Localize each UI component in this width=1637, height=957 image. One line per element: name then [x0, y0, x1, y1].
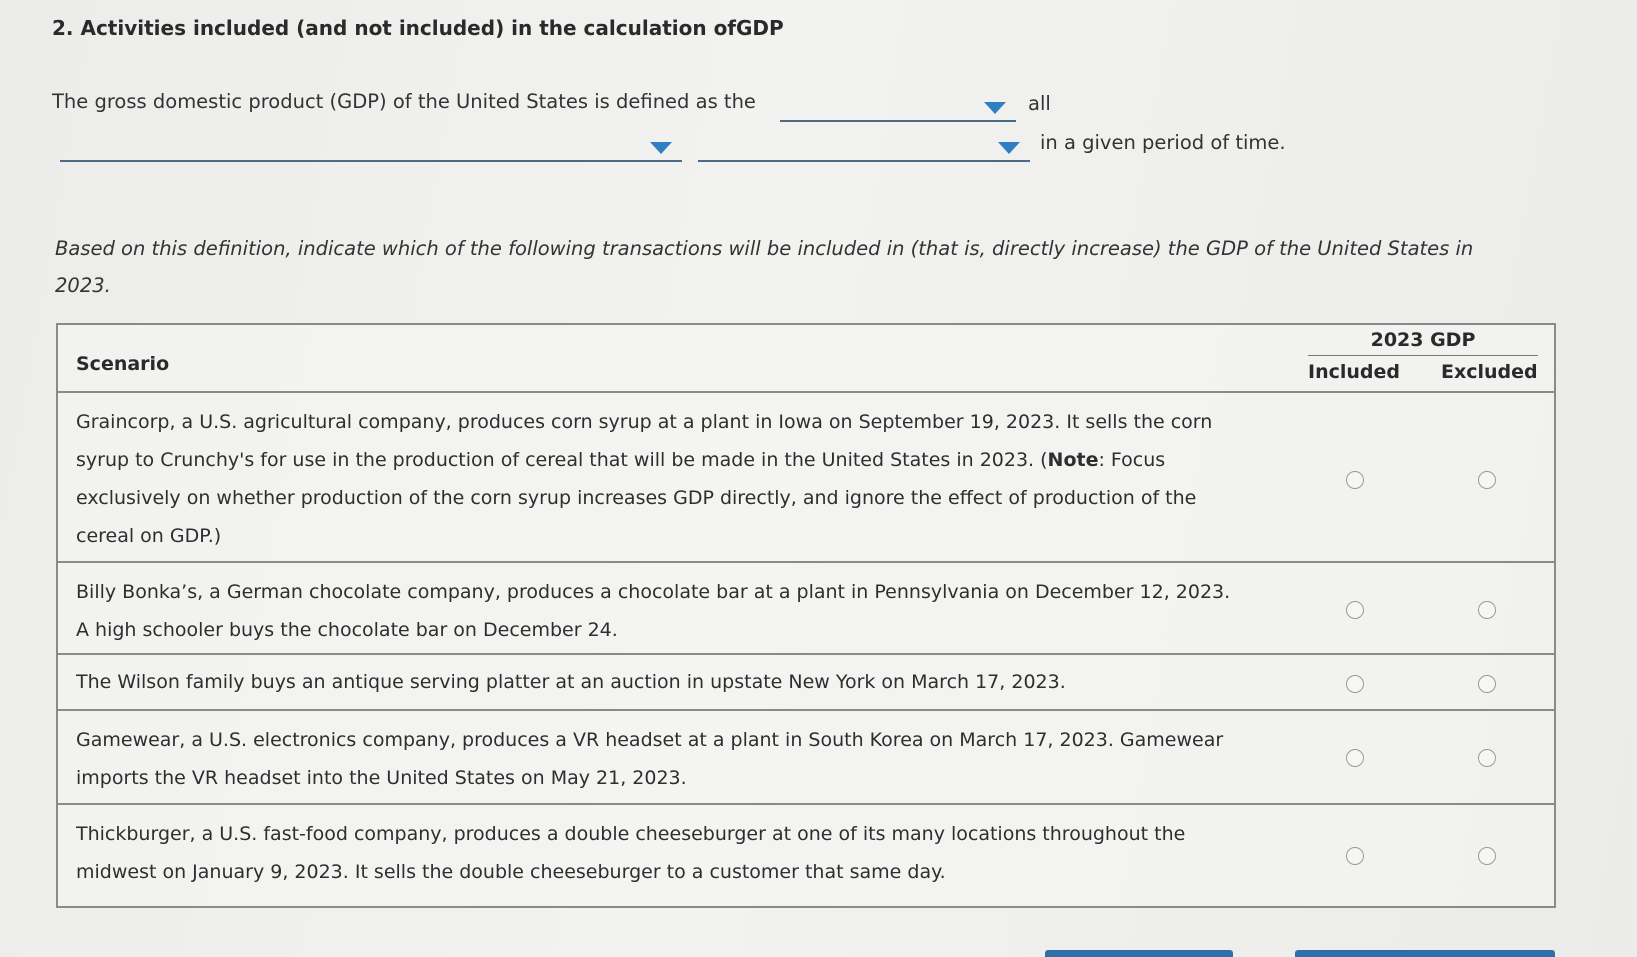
dropdown-gdp-definition-1[interactable]	[780, 92, 1016, 122]
bottom-button-1[interactable]	[1045, 950, 1233, 957]
included-radio[interactable]	[1346, 601, 1364, 619]
bottom-button-2[interactable]	[1295, 950, 1555, 957]
table-row	[58, 711, 1554, 805]
excluded-radio[interactable]	[1478, 675, 1496, 693]
included-radio[interactable]	[1346, 471, 1364, 489]
scenario-text: Thickburger, a U.S. fast-food company, produces a double cheeseburger at one of its many locations throughout the midwest on January 9, 2023. It sells the double cheeseburger to a customer that same day.	[76, 823, 1186, 883]
excluded-radio[interactable]	[1478, 471, 1496, 489]
dropdown-gdp-definition-3[interactable]	[698, 132, 1030, 162]
scenario-text: Gamewear, a U.S. electronics company, produces a VR headset at a plant in South Korea on March 17, 2023. Gamewear imports the VR headset into the United States on May 21, 2023.	[76, 729, 1224, 789]
table-row	[58, 655, 1554, 711]
header-included: Included	[1308, 361, 1400, 383]
excluded-radio[interactable]	[1478, 749, 1496, 767]
table-row	[58, 805, 1554, 906]
question-title: 2. Activities included (and not included) in the calculation ofGDP	[52, 16, 784, 40]
instruction-text: Based on this definition, indicate which of the following transactions will be included in (that is, directly increase) the GDP of the United States in 2023.	[55, 237, 1474, 297]
table-row	[58, 563, 1554, 655]
table-header	[58, 325, 1554, 393]
definition-text-3: in a given period of time.	[1040, 131, 1286, 154]
included-radio[interactable]	[1346, 675, 1364, 693]
header-2023-gdp: 2023 GDP	[1308, 329, 1538, 356]
included-radio[interactable]	[1346, 749, 1364, 767]
scenario-text: Billy Bonka’s, a German chocolate company, produces a chocolate bar at a plant in Pennsylvania on December 12, 2023. A high schooler buys the chocolate bar on December 24.	[76, 581, 1231, 641]
included-radio[interactable]	[1346, 847, 1364, 865]
excluded-radio[interactable]	[1478, 601, 1496, 619]
scenario-table	[56, 323, 1556, 908]
header-excluded: Excluded	[1441, 361, 1538, 383]
chevron-down-icon	[998, 142, 1020, 154]
table-row	[58, 393, 1554, 563]
header-scenario: Scenario	[76, 353, 170, 375]
scenario-text: Graincorp, a U.S. agricultural company, produces corn syrup at a plant in Iowa on September 19, 2023. It sells the corn syrup to Crunchy's for use in the production of cereal that will be made in the United States in 2023. (Note: Focus exclusively on whether production of the corn syrup increases GDP directly, and ignore the effect of production of the cereal on GDP.)	[76, 411, 1213, 547]
definition-text-1: The gross domestic product (GDP) of the United States is defined as the	[52, 90, 756, 113]
definition-text-2: all	[1028, 92, 1051, 115]
scenario-text: The Wilson family buys an antique serving platter at an auction in upstate New York on March 17, 2023.	[76, 671, 1066, 693]
dropdown-gdp-definition-2[interactable]	[60, 132, 682, 162]
chevron-down-icon	[984, 102, 1006, 114]
chevron-down-icon	[650, 142, 672, 154]
excluded-radio[interactable]	[1478, 847, 1496, 865]
